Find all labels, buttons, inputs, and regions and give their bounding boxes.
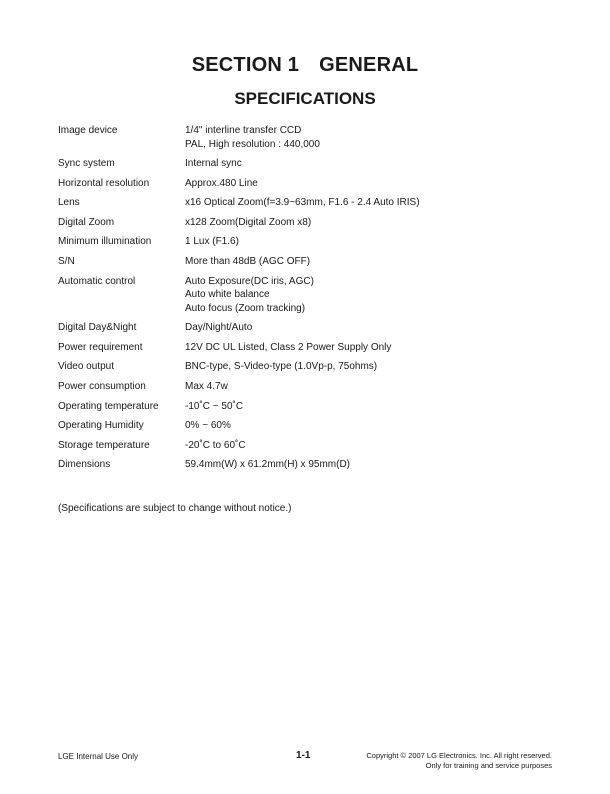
spec-row xyxy=(58,124,558,151)
footer-usage-note: Only for training and service purposes xyxy=(425,761,552,770)
spec-label: Storage temperature xyxy=(58,439,150,451)
spec-value: Day/Night/Auto xyxy=(185,322,253,334)
spec-value: Auto focus (Zoom tracking) xyxy=(185,302,306,314)
spec-row xyxy=(58,360,558,374)
spec-values xyxy=(185,400,558,414)
spec-row xyxy=(58,157,558,171)
spec-label: S/N xyxy=(58,256,75,268)
section-name: GENERAL xyxy=(319,54,419,76)
spec-label: Sync system xyxy=(58,158,115,170)
page-title xyxy=(0,54,610,77)
spec-row xyxy=(58,235,558,249)
change-notice: (Specifications are subject to change without notice.) xyxy=(58,503,292,514)
spec-values xyxy=(185,419,558,433)
spec-value: x128 Zoom(Digital Zoom x8) xyxy=(185,216,312,228)
spec-values xyxy=(185,216,558,230)
spec-values xyxy=(185,341,558,355)
spec-values xyxy=(185,321,558,335)
spec-value: 1/4" interline transfer CCD xyxy=(185,125,302,136)
spec-values xyxy=(185,360,558,374)
page-number: 1-1 xyxy=(296,750,311,761)
spec-value: x16 Optical Zoom(f=3.9~63mm, F1.6 - 2.4 Auto IRIS) xyxy=(185,197,420,209)
spec-value: 12V DC UL Listed, Class 2 Power Supply Only xyxy=(185,341,392,353)
spec-values xyxy=(185,439,558,453)
spec-values xyxy=(185,235,558,249)
spec-label: Digital Day&Night xyxy=(58,322,137,334)
spec-values xyxy=(185,196,558,210)
spec-row xyxy=(58,321,558,335)
spec-label: Power consumption xyxy=(58,381,146,393)
spec-value: 1 Lux (F1.6) xyxy=(185,236,239,248)
spec-value: 59.4mm(W) x 61.2mm(H) x 95mm(D) xyxy=(185,459,351,471)
spec-label: Lens xyxy=(58,197,80,209)
spec-value: Internal sync xyxy=(185,158,242,170)
spec-label: Digital Zoom xyxy=(58,216,115,228)
spec-value: 0% ~ 60% xyxy=(185,420,231,432)
spec-label: Video output xyxy=(58,361,114,373)
spec-label: Operating temperature xyxy=(58,400,159,412)
spec-label: Minimum illumination xyxy=(58,236,152,248)
spec-value: -10˚C ~ 50˚C xyxy=(185,400,244,412)
section-label: SECTION 1 xyxy=(191,54,300,76)
spec-value: BNC-type, S-Video-type (1.0Vp-p, 75ohms) xyxy=(185,361,378,373)
spec-row xyxy=(58,177,558,191)
spec-value: Approx.480 Line xyxy=(185,177,258,189)
spec-row xyxy=(58,216,558,230)
spec-value: Auto white balance xyxy=(185,289,270,301)
spec-label: Horizontal resolution xyxy=(58,177,150,189)
spec-value: Auto Exposure(DC iris, AGC) xyxy=(185,275,314,287)
specifications-table xyxy=(58,124,558,478)
spec-row xyxy=(58,255,558,269)
spec-row xyxy=(58,275,558,316)
spec-label: Operating Humidity xyxy=(58,420,144,432)
spec-row xyxy=(58,400,558,414)
spec-row xyxy=(58,439,558,453)
spec-label: Power requirement xyxy=(58,341,143,353)
footer-internal-use: LGE Internal Use Only xyxy=(58,752,139,761)
specifications-heading: SPECIFICATIONS xyxy=(234,89,376,108)
spec-values xyxy=(185,255,558,269)
spec-values xyxy=(185,177,558,191)
spec-value: -20˚C to 60˚C xyxy=(185,439,246,451)
spec-value: PAL, High resolution : 440,000 xyxy=(185,138,320,150)
spec-label: Automatic control xyxy=(58,275,136,287)
spec-row xyxy=(58,458,558,472)
spec-values xyxy=(185,275,558,316)
spec-values xyxy=(185,157,558,171)
spec-values xyxy=(185,458,558,472)
spec-values xyxy=(185,124,558,151)
footer-copyright: Copyright © 2007 LG Electronics. Inc. All right reserved. xyxy=(366,751,552,760)
spec-label: Dimensions xyxy=(58,459,111,471)
spec-row xyxy=(58,341,558,355)
spec-value: More than 48dB (AGC OFF) xyxy=(185,256,311,268)
spec-row xyxy=(58,419,558,433)
spec-row xyxy=(58,380,558,394)
footer-copyright-block xyxy=(366,751,552,771)
spec-values xyxy=(185,380,558,394)
spec-row xyxy=(58,196,558,210)
spec-value: Max 4.7w xyxy=(185,381,228,393)
spec-label: Image device xyxy=(58,125,118,136)
